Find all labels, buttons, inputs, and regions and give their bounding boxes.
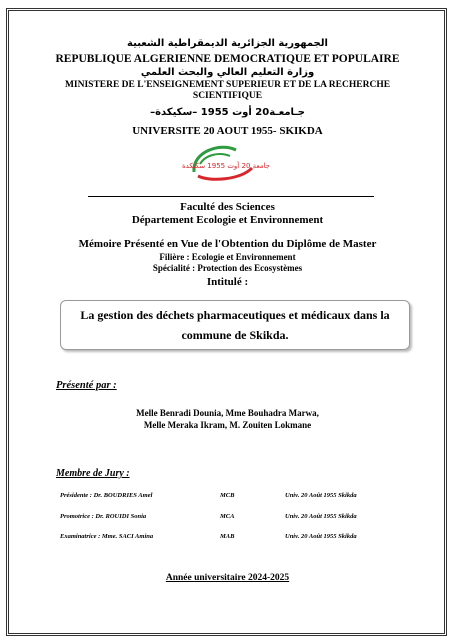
ministry-french-line2: SCIENTIFIQUE: [192, 91, 263, 101]
filiere: Filière : Ecologie et Environnement: [159, 252, 296, 262]
memoire-statement: Mémoire Présenté en Vue de l'Obtention du Diplôme de Master: [78, 238, 377, 250]
ministry-arabic: وزارة التعليم العالي والبحث العلمي: [140, 67, 315, 78]
jury-role: Promotrice : Dr. ROUIDI Sonia: [60, 513, 147, 520]
presented-by-label: Présenté par :: [56, 380, 117, 391]
republic-arabic: الجمهورية الجزائرية الديمقراطية الشعبية: [127, 38, 328, 49]
thesis-title-box: [60, 300, 410, 350]
jury-grade: MCB: [220, 492, 235, 499]
authors-line2: Melle Meraka Ikram, M. Zouiten Lokmane: [143, 420, 312, 430]
jury-institution: Univ. 20 Août 1955 Skikda: [285, 533, 357, 540]
academic-year: Année universitaire 2024-2025: [165, 573, 290, 583]
department: Département Ecologie et Environnement: [131, 214, 324, 226]
university-french: UNIVERSITE 20 AOUT 1955- SKIKDA: [132, 125, 323, 137]
university-logo: [182, 142, 270, 184]
jury-role: Examinatrice : Mme. SACI Amina: [60, 533, 154, 540]
jury-grade: MCA: [220, 513, 235, 520]
university-arabic: جـامعـة20 أوت 1955 –سكيكدة–: [150, 107, 305, 118]
authors-line1: Melle Benradi Dounia, Mme Bouhadra Marwa,: [136, 408, 319, 418]
thesis-title-line1: La gestion des déchets pharmaceutiques et médicaux dans la: [80, 308, 390, 322]
republic-french: REPUBLIQUE ALGERIENNE DEMOCRATIQUE ET POPULAIRE: [55, 53, 400, 65]
jury-institution: Univ. 20 Août 1955 Skikda: [285, 492, 357, 499]
faculty: Faculté des Sciences: [180, 201, 275, 213]
jury-label: Membre de Jury :: [56, 468, 130, 479]
intitule-label: Intitulé :: [206, 276, 249, 288]
jury-role: Présidente : Dr. BOUDRIES Amel: [60, 492, 153, 499]
logo-text: جامعة 20 أوت 1955 سكيكدة: [182, 162, 270, 170]
specialite: Spécialité : Protection des Ecosystèmes: [152, 263, 303, 273]
jury-grade: MAB: [220, 533, 235, 540]
thesis-title-line2: commune de Skikda.: [181, 328, 289, 342]
jury-institution: Univ. 20 Août 1955 Skikda: [285, 513, 357, 520]
ministry-french-line1: MINISTERE DE L'ENSEIGNEMENT SUPERIEUR ET DE LA RECHERCHE: [64, 80, 391, 90]
divider: [88, 196, 374, 197]
